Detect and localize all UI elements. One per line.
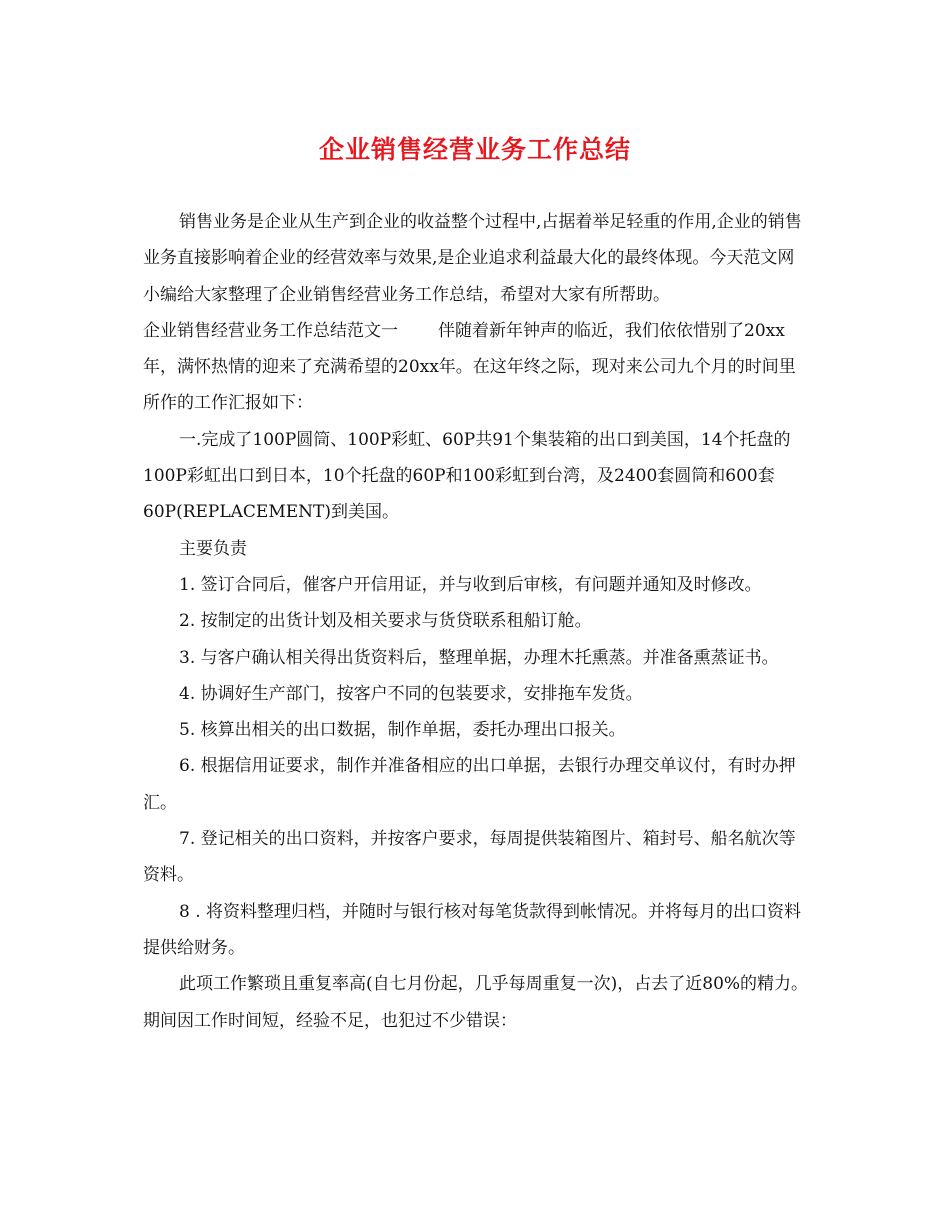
duty-item: 5. 核算出相关的出口数据，制作单据，委托办理出口报关。	[179, 720, 626, 741]
duties-heading: 主要负责	[179, 538, 247, 559]
duty-item: 3. 与客户确认相关得出货资料后，整理单据，办理木托熏蒸。并准备熏蒸证书。	[179, 647, 779, 668]
duty-item: 2. 按制定的出货计划及相关要求与货贷联系租船订舱。	[179, 611, 592, 632]
achievement-paragraph: 一.完成了100P圆筒、100P彩虹、60P共91个集装箱的出口到美国，14个托盘的100P彩虹出口到日本，10个托盘的60P和100彩虹到台湾，及2400套圆筒和600套60P(REPLACEMENT)到美国。	[143, 429, 791, 523]
sample-heading: 企业销售经营业务工作总结范文一	[143, 320, 398, 341]
document-body	[143, 204, 811, 1039]
sample-opening: 伴随着新年钟声的临近，我们依依惜别了20xx年，满怀热情的迎来了充满希望的20xx年。在这年终之际，现对来公司九个月的时间里所作的工作汇报如下：	[143, 320, 796, 414]
sample-paragraph	[143, 313, 811, 422]
duty-item: 1. 签订合同后，催客户开信用证，并与收到后审核，有问题并通知及时修改。	[179, 574, 762, 595]
duty-item: 4. 协调好生产部门，按客户不同的包装要求，安排拖车发货。	[179, 683, 643, 704]
document-title: 企业销售经营业务工作总结	[318, 135, 631, 164]
intro-paragraph: 销售业务是企业从生产到企业的收益整个过程中,占据着举足轻重的作用,企业的销售业务直接影响着企业的经营效率与效果,是企业追求利益最大化的最终体现。今天范文网小编给大家整理了企业销售经营业务工作总结，希望对大家有所帮助。	[143, 212, 802, 305]
duty-item: 7. 登记相关的出口资料，并按客户要求，每周提供装箱图片、箱封号、船名航次等资料。	[143, 829, 796, 886]
closing-paragraph: 此项工作繁琐且重复率高(自七月份起，几乎每周重复一次)，占去了近80%的精力。期间因工作时间短，经验不足，也犯过不少错误：	[143, 974, 809, 1031]
duty-item: 6. 根据信用证要求，制作并准备相应的出口单据，去银行办理交单议付，有时办押汇。	[143, 756, 796, 813]
duty-item: 8 . 将资料整理归档，并随时与银行核对每笔货款得到帐情况。并将每月的出口资料提供给财务。	[143, 901, 802, 958]
